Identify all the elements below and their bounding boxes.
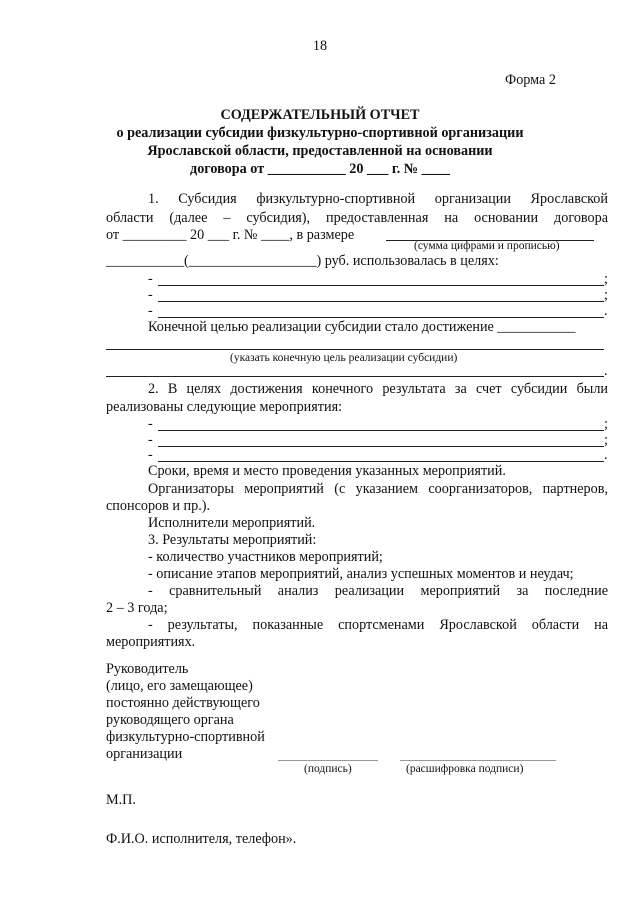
signer-line-3: постоянно действующего	[106, 695, 260, 711]
section1-line-1: 1. Субсидия физкультурно-спортивной организации Ярославской	[148, 191, 608, 207]
results-item-1: - количество участников мероприятий;	[148, 549, 383, 565]
activity-line-1	[158, 430, 604, 431]
signer-line-2: (лицо, его замещающее)	[106, 678, 253, 694]
section2-line-2: реализованы следующие мероприятия:	[106, 399, 343, 415]
purpose-dash-1: -	[148, 271, 153, 287]
results-item-4a: - результаты, показанные спортсменами Ярославской области на	[148, 617, 608, 633]
organizers-line-1: Организаторы мероприятий (с указанием соорганизаторов, партнеров,	[148, 481, 608, 497]
results-item-3b: 2 – 3 года;	[106, 600, 168, 616]
purpose-line-2	[158, 301, 604, 302]
title-line-2: о реализации субсидии физкультурно-спортивной организации	[116, 125, 524, 141]
results-item-4b: мероприятиях.	[106, 634, 196, 650]
purpose-line-1	[158, 285, 604, 286]
page-number: 18	[312, 38, 328, 54]
title-line-4: договора от ___________ 20 ___ г. № ____	[190, 161, 450, 177]
final-goal-period: .	[604, 363, 608, 379]
activity-dash-2: -	[148, 432, 153, 448]
activity-dash-1: -	[148, 416, 153, 432]
purpose-period: .	[604, 303, 608, 319]
purpose-semicolon-1: ;	[604, 271, 608, 287]
activity-semicolon-2: ;	[604, 432, 608, 448]
signer-line-4: руководящего органа	[106, 712, 234, 728]
section2-line-1: 2. В целях достижения конечного результата за счет субсидии были	[148, 381, 608, 397]
timing-text: Сроки, время и место проведения указанных мероприятий.	[148, 463, 506, 479]
section1-line-2: области (далее – субсидия), предоставленная на основании договора	[106, 210, 608, 226]
organizers-line-2: спонсоров и пр.).	[106, 498, 211, 514]
executor-contact: Ф.И.О. исполнителя, телефон».	[106, 831, 297, 847]
purpose-line-3	[158, 317, 604, 318]
activity-period: .	[604, 447, 608, 463]
purpose-dash-2: -	[148, 287, 153, 303]
results-heading: 3. Результаты мероприятий:	[148, 532, 317, 548]
results-item-3a: - сравнительный анализ реализации мероприятий за последние	[148, 583, 608, 599]
activity-dash-3: -	[148, 447, 153, 463]
signer-line-5: физкультурно-спортивной	[106, 729, 265, 745]
activity-line-3	[158, 461, 604, 462]
signature-label: (подпись)	[304, 763, 352, 775]
signer-line-1: Руководитель	[106, 661, 189, 677]
final-goal-text: Конечной целью реализации субсидии стало достижение ___________	[148, 319, 576, 335]
purpose-semicolon-2: ;	[604, 287, 608, 303]
stamp-place: М.П.	[106, 792, 136, 808]
results-item-2: - описание этапов мероприятий, анализ успешных моментов и неудач;	[148, 566, 574, 582]
section1-line-3: от _________ 20 ___ г. № ____, в размере	[106, 227, 355, 243]
final-goal-hint: (указать конечную цель реализации субсидии)	[230, 352, 458, 364]
section1-line-4: ___________(__________________) руб. использовалась в целях:	[106, 253, 499, 269]
activity-semicolon-1: ;	[604, 416, 608, 432]
signature-decode-label: (расшифровка подписи)	[406, 763, 524, 775]
title-line-1: СОДЕРЖАТЕЛЬНЫЙ ОТЧЕТ	[220, 107, 420, 123]
final-goal-line-2	[106, 376, 604, 377]
amount-hint: (сумма цифрами и прописью)	[414, 240, 560, 252]
executors-text: Исполнители мероприятий.	[148, 515, 316, 531]
activity-line-2	[158, 446, 604, 447]
signer-line-6: организации	[106, 746, 183, 762]
form-label: Форма 2	[505, 72, 556, 88]
title-line-3: Ярославской области, предоставленной на основании	[147, 143, 493, 159]
purpose-dash-3: -	[148, 303, 153, 319]
